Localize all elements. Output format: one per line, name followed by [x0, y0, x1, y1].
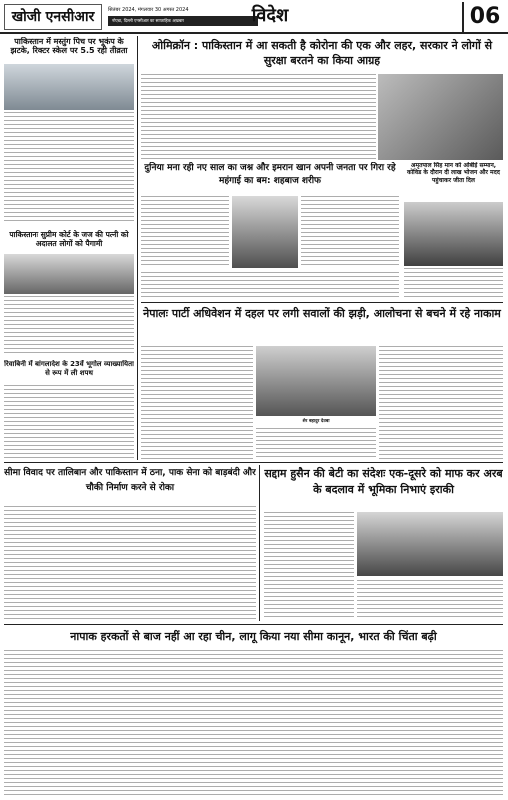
- article-photo: [256, 346, 376, 416]
- issue-meta: नोएडा, दिल्ली एनसीआर का साप्ताहिक अख़बार: [108, 16, 258, 26]
- article-body: [301, 196, 399, 268]
- page-number: 06: [462, 2, 506, 32]
- article-body: [264, 512, 354, 620]
- article-body: [4, 296, 134, 356]
- article-headline: नापाक हरकतों से बाज नहीं आ रहा चीन, लागू किया नया सीमा कानून, भारत की चिंता बढ़ी: [70, 630, 437, 643]
- section-title: विदेश: [251, 5, 289, 26]
- column-rule: [259, 465, 260, 621]
- article-headline: दुनिया मना रही नए साल का जश्न और इमरान खान अपनी जनता पर गिरा रहे महंगाई का बम: शहबाज शरीफ: [144, 163, 396, 186]
- column-rule: [137, 36, 138, 460]
- article-body: [357, 580, 503, 620]
- article-photo: [404, 202, 503, 266]
- article-headline: रिवाबिनी में बांगलादेश के 23वें भूगोल व्याख्यायिता से रूप में ली शपथ: [4, 360, 134, 377]
- article-headline: सद्दाम हुसैन की बेटी का संदेशः एक-दूसरे को माफ कर अरब के बदलाव में भूमिका निभाएं इराकी: [264, 467, 503, 496]
- article-photo: [4, 64, 134, 110]
- article-body: [379, 346, 503, 460]
- article-body: [141, 74, 376, 160]
- article-body: [256, 428, 376, 460]
- newspaper-logo: खोजी एनसीआर: [4, 4, 102, 30]
- article-body: [4, 650, 503, 796]
- article-body: [404, 268, 503, 300]
- article-photo: [232, 196, 298, 268]
- section-rule: [4, 624, 503, 625]
- article-headline: ओमिक्रॉन : पाकिस्तान में आ सकती है कोरोना की एक और लहर, सरकार ने लोगों से सुरक्षा बरतने का किया आग्रह: [151, 39, 493, 67]
- article-headline: पाकिस्तान में मस्तुंग पिच पर भूकंप के झटके, रिक्टर स्केल पर 5.5 रही तीव्रता: [10, 37, 128, 55]
- photo-caption: शेर बहादुर देउबा: [302, 419, 330, 424]
- article-body: [4, 385, 134, 459]
- article-headline: नेपालः पार्टी अधिवेशन में दहल पर लगी सवालों की झड़ी, आलोचना से बचने में रहे नाकाम: [143, 307, 501, 320]
- section-rule: [141, 302, 503, 303]
- article-headline: सीमा विवाद पर तालिबान और पाकिस्तान में ठना, पाक सेना को बाड़बंदी और चौकी निर्माण करने से रोका: [4, 468, 256, 493]
- article-headline: पाकिस्तानः सुप्रीम कोर्ट के जज की पत्नी को अदालत लोगों को पैगामी: [9, 230, 129, 248]
- section-rule: [4, 462, 503, 463]
- issue-date: सितंबर 2024, मंगलवार 30 अगस्त 2024: [108, 7, 189, 13]
- article-body: [141, 196, 229, 268]
- article-body: [141, 346, 253, 460]
- article-photo: [357, 512, 503, 576]
- masthead: [0, 0, 508, 34]
- article-headline: अमृतपाल सिंह मान को ओबीई सम्मान, कोविड के दौरान दी लाख भोजन और मदद पहुंचाकर जीता दिल: [407, 162, 500, 184]
- article-body: [4, 112, 134, 224]
- article-body: [4, 506, 256, 620]
- article-photo: [4, 254, 134, 294]
- article-photo: [378, 74, 503, 160]
- article-body: [141, 272, 399, 300]
